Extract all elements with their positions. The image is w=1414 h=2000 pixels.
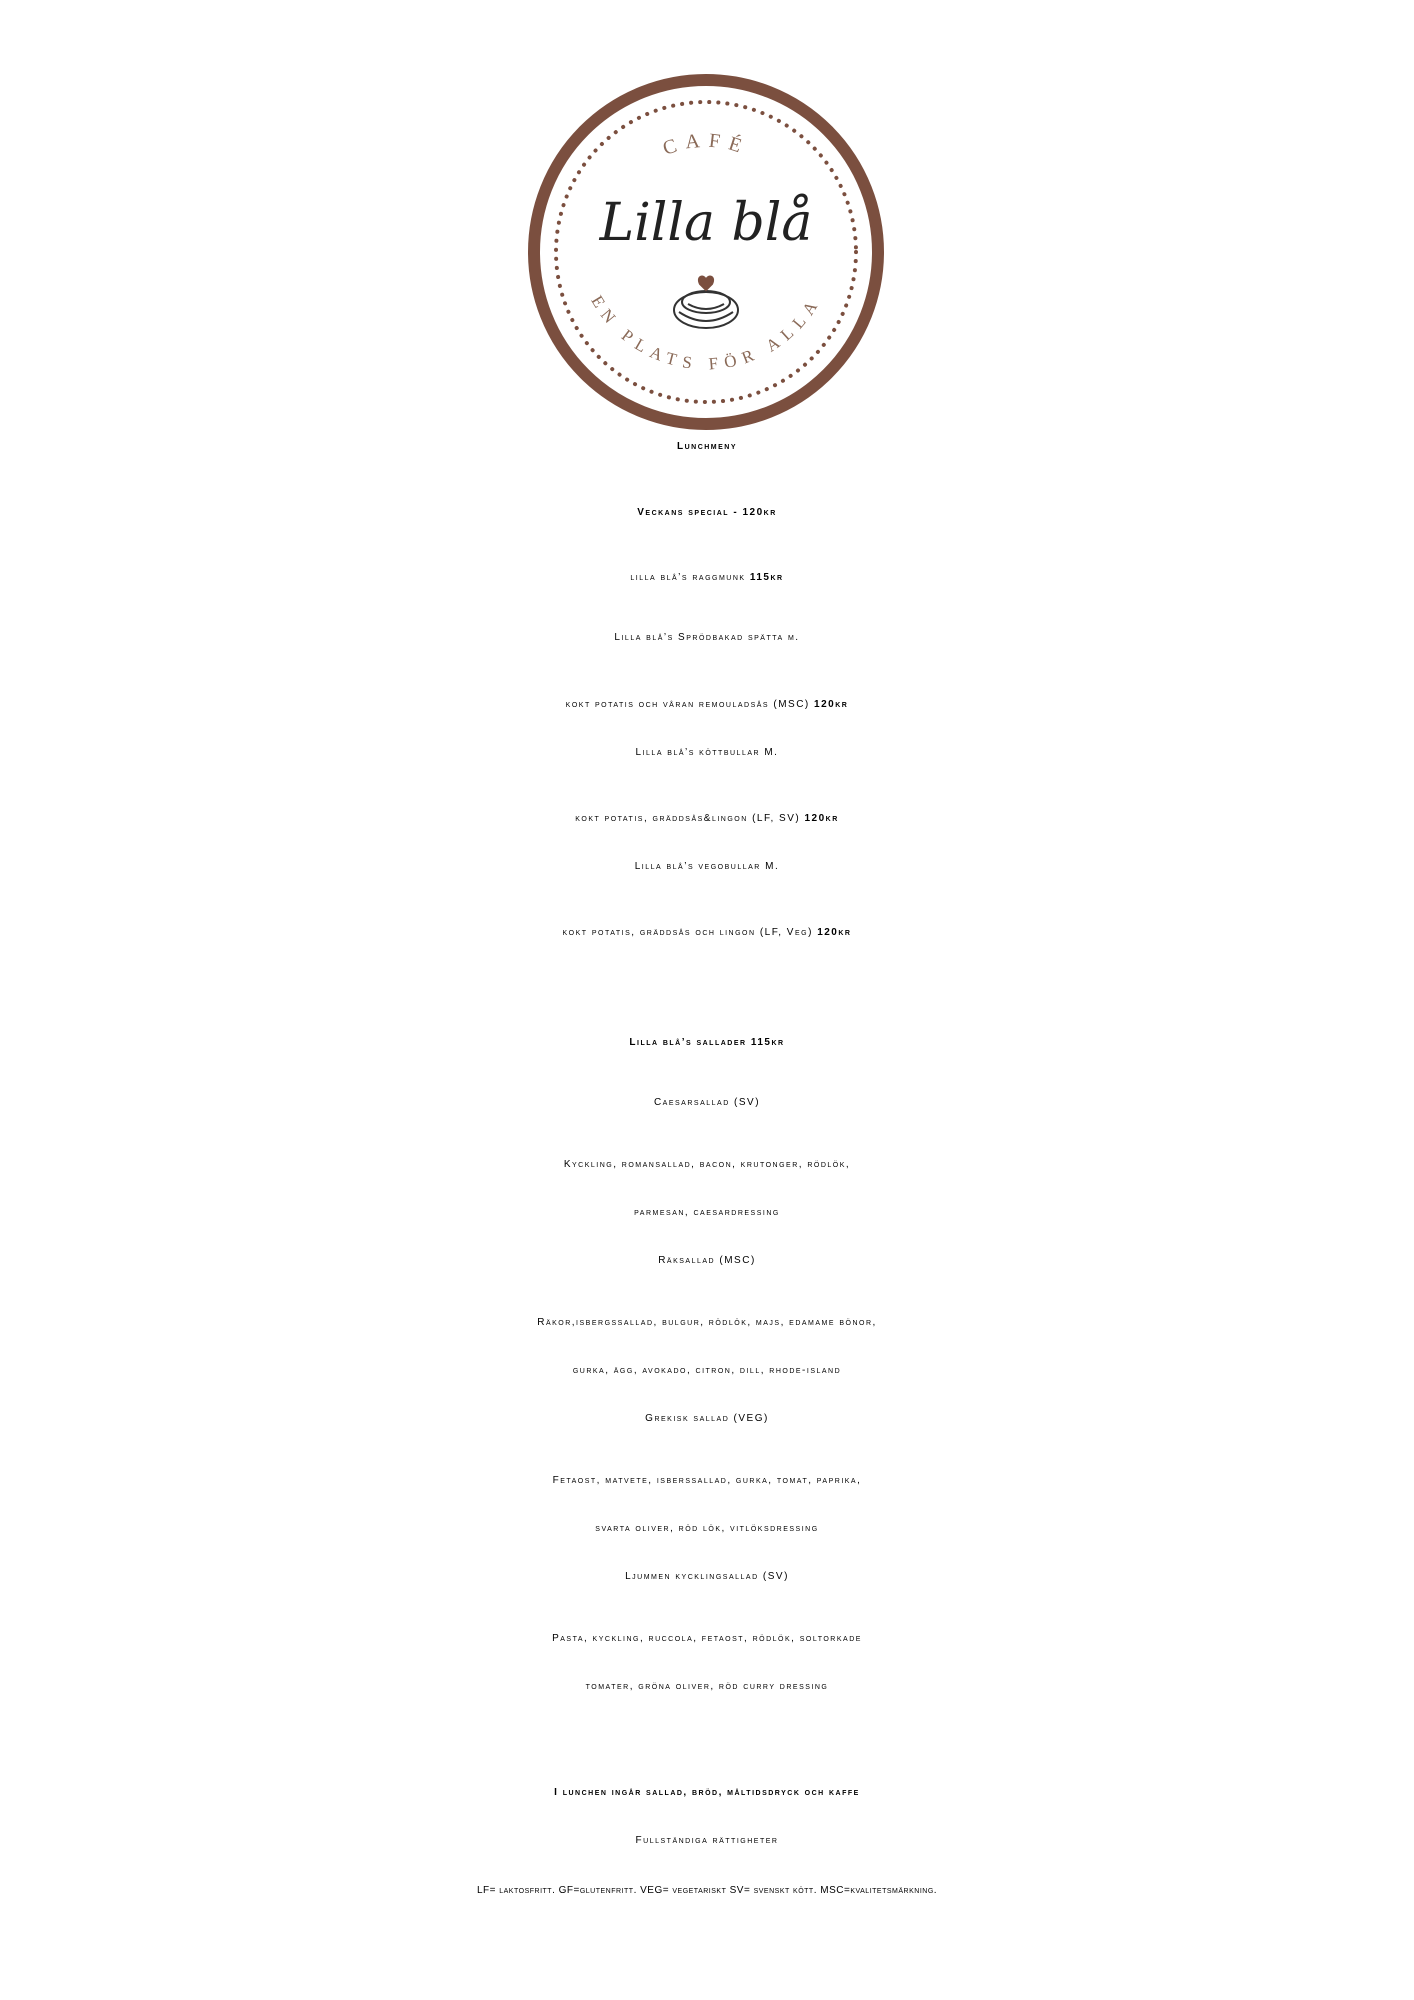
salad-desc: Pasta, kyckling, ruccola, fetaost, rödlök, soltorkade (552, 1633, 862, 1644)
menu-item-desc: kokt potatis, gräddsås&lingon (LF, SV) 120kr (575, 813, 839, 824)
salad-desc: Kyckling, romansallad, bacon, krutonger, rödlök, (563, 1159, 851, 1170)
salad-name: Räksallad (MSC) (658, 1255, 756, 1266)
menu-title: Lunchmeny (676, 441, 738, 452)
salad-desc: gurka, ägg, avokado, citron, dill, rhode-island (572, 1365, 842, 1376)
logo-bottom-text: EN PLATS FÖR ALLA (587, 292, 825, 374)
salad-desc: parmesan, caesardressing (634, 1207, 780, 1218)
weekly-special: Veckans special - 120kr (637, 507, 777, 518)
salad-desc: tomater, gröna oliver, röd curry dressing (585, 1681, 829, 1692)
logo-name: Lilla blå (599, 193, 813, 253)
salad-desc: Fetaost, matvete, isberssallad, gurka, tomat, paprika, (552, 1475, 862, 1486)
menu-item: lilla blå’s raggmunk 115kr (630, 572, 784, 583)
salads-heading: Lilla blå’s sallader 115kr (629, 1037, 785, 1048)
salad-desc: svarta oliver, röd lök, vitlöksdressing (595, 1523, 819, 1534)
full-rights-note: Fullständiga rättigheter (635, 1835, 779, 1846)
allergen-legend: LF= laktosfritt. GF=glutenfritt. VEG= vegetariskt SV= svenskt kött. MSC=kvalitetsmärkning. (476, 1885, 938, 1896)
menu-item: Lilla blå’s vegobullar M. (634, 861, 780, 872)
menu-item-desc: kokt potatis, gräddsås och lingon (LF, Veg) 120kr (562, 927, 852, 938)
menu-item: Lilla blå’s köttbullar M. (635, 747, 779, 758)
salad-desc: Räkor,isbergssallad, bulgur, rödlök, majs, edamame bönor, (537, 1317, 877, 1328)
salad-name: Ljummen kycklingsallad (SV) (625, 1571, 789, 1582)
salad-name: Caesarsallad (SV) (653, 1097, 761, 1108)
cinnamon-bun-icon (674, 277, 738, 328)
lunch-included-note: I lunchen ingår sallad, bröd, måltidsdryck och kaffe (554, 1787, 860, 1798)
menu-item-desc: kokt potatis och våran remouladsås (MSC) 120kr (565, 699, 849, 710)
logo-top-text: CAFÉ (660, 129, 752, 160)
cafe-logo (516, 62, 896, 442)
menu-item: Lilla blå’s Sprödbakad spätta m. (614, 632, 800, 643)
salad-name: Grekisk sallad (VEG) (645, 1413, 769, 1424)
